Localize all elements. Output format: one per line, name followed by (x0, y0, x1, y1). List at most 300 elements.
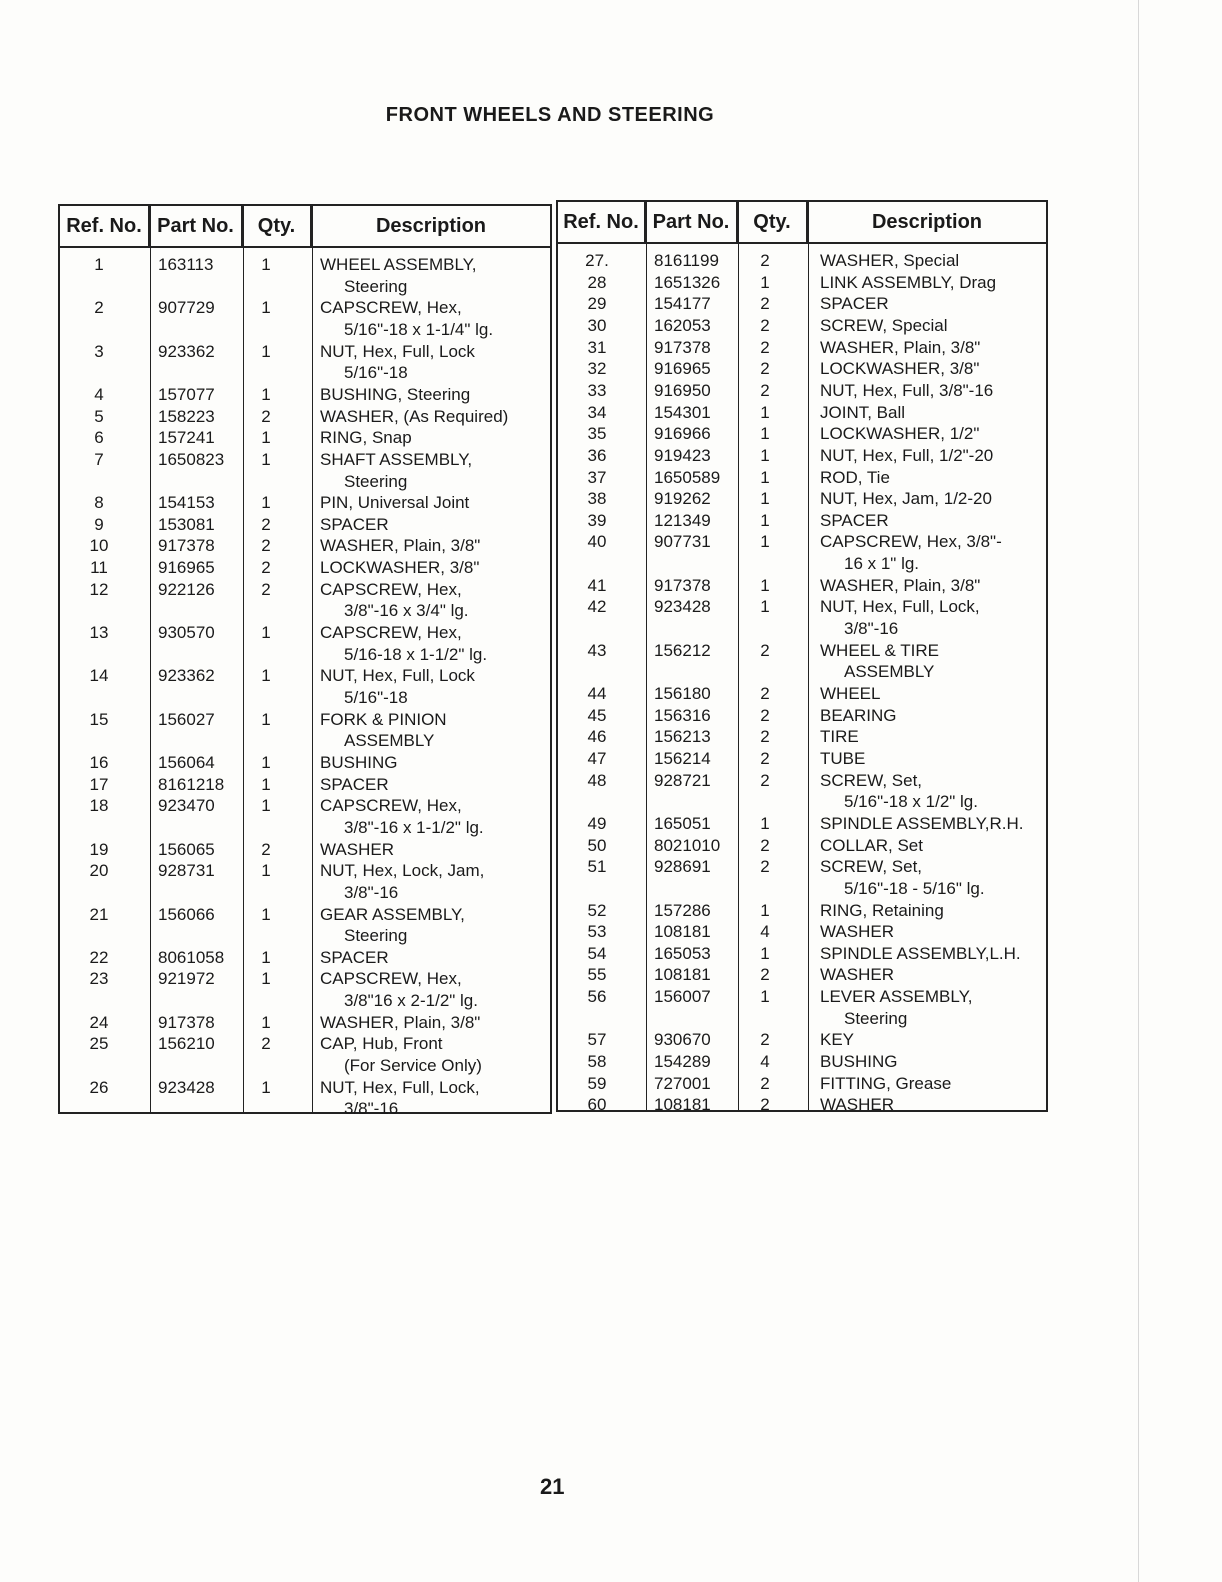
description-cell: NUT, Hex, Jam, 1/2-20 (820, 489, 992, 509)
part-no-cell: 154177 (654, 294, 711, 314)
ref-no-cell: 43 (587, 640, 607, 660)
description-cell: 5/16"-18 x 1/2" lg. (844, 792, 978, 812)
ref-no-cell: 44 (587, 684, 607, 703)
description-cell: SCREW, Set, (820, 857, 923, 877)
qty-cell: 2 (760, 1073, 770, 1093)
table-row (558, 661, 1046, 683)
qty-cell: 1 (261, 493, 271, 513)
table-row (60, 276, 550, 298)
part-no-cell: 917378 (158, 536, 215, 556)
qty-cell: 1 (261, 298, 271, 318)
ref-no-cell: 60 (587, 1095, 607, 1115)
qty-cell: 2 (261, 558, 271, 578)
qty-cell: 1 (261, 904, 271, 924)
description-cell: SPACER (820, 510, 889, 530)
table-row (60, 947, 550, 969)
description-cell: WHEEL (820, 684, 881, 703)
table-row (60, 557, 550, 579)
qty-cell: 1 (760, 575, 770, 595)
part-no-cell: 907731 (654, 532, 711, 552)
qty-cell: 1 (261, 861, 271, 881)
table-row (60, 406, 550, 428)
ref-no-cell: 2 (94, 298, 104, 318)
part-no-cell: 8161218 (158, 774, 225, 794)
ref-no-cell: 55 (587, 965, 607, 985)
table-row (558, 596, 1046, 618)
ref-no-cell: 38 (587, 489, 607, 509)
part-no-cell: 156214 (654, 748, 711, 768)
part-no-cell: 156210 (158, 1034, 215, 1054)
table-row (60, 839, 550, 861)
description-cell: BUSHING (820, 1052, 898, 1072)
header-description: Description (871, 210, 983, 233)
description-cell: 5/16"-18 (344, 688, 408, 707)
part-no-cell: 157286 (654, 900, 711, 920)
part-no-cell: 930570 (158, 623, 215, 643)
table-row (558, 315, 1046, 337)
description-cell: NUT, Hex, Full, 1/2"-20 (820, 445, 994, 465)
header-ref-no: Ref. No. (558, 202, 646, 242)
table-row (558, 467, 1046, 489)
qty-cell: 1 (261, 666, 271, 686)
qty-cell: 2 (760, 1030, 770, 1050)
ref-no-cell: 32 (587, 359, 607, 379)
header-qty: Qty. (243, 206, 312, 246)
description-cell: CAP, Hub, Front (320, 1034, 443, 1054)
description-cell: 3/8"-16 (844, 619, 899, 639)
ref-no-cell: 3 (94, 341, 104, 361)
description-cell: WASHER, Plain, 3/8" (820, 575, 981, 595)
part-no-cell: 156066 (158, 904, 215, 924)
description-cell: GEAR ASSEMBLY, (320, 904, 465, 924)
qty-cell: 2 (760, 640, 770, 660)
ref-no-cell: 8 (94, 493, 104, 513)
description-cell: SPACER (320, 774, 389, 794)
ref-no-cell: 31 (587, 337, 607, 357)
table-row (60, 665, 550, 687)
ref-no-cell: 5 (94, 406, 104, 426)
qty-cell: 1 (261, 752, 271, 772)
parts-table-left (58, 204, 552, 1119)
qty-cell: 1 (760, 424, 770, 444)
part-no-cell: 922126 (158, 579, 215, 599)
table-row (558, 510, 1046, 532)
ref-no-cell: 28 (587, 272, 607, 292)
qty-cell: 1 (760, 900, 770, 920)
qty-cell: 2 (760, 315, 770, 335)
part-no-cell: 928691 (654, 857, 711, 877)
part-no-cell: 8021010 (654, 835, 721, 855)
parts-table-right (556, 200, 1048, 1115)
table-row (558, 1094, 1046, 1116)
ref-no-cell: 49 (587, 813, 607, 833)
qty-cell: 1 (261, 428, 271, 448)
description-cell: COLLAR, Set (820, 835, 923, 855)
qty-cell: 2 (760, 380, 770, 400)
table-row (60, 579, 550, 601)
description-cell: NUT, Hex, Full, Lock, (820, 597, 980, 617)
ref-no-cell: 20 (89, 861, 109, 881)
description-cell: BUSHING (320, 752, 398, 772)
qty-cell: 2 (760, 835, 770, 855)
table-row (60, 254, 550, 276)
part-no-cell: 156064 (158, 752, 215, 772)
table-row (60, 319, 550, 341)
part-no-cell: 108181 (654, 965, 711, 985)
table-row (558, 835, 1046, 857)
description-cell: Steering (344, 471, 408, 491)
qty-cell: 1 (261, 796, 271, 816)
ref-no-cell: 15 (89, 709, 109, 729)
ref-no-cell: 21 (89, 904, 109, 924)
description-cell: 5/16"-18 (344, 363, 408, 383)
ref-no-cell: 9 (94, 514, 104, 534)
qty-cell: 2 (760, 770, 770, 790)
table-row (60, 709, 550, 731)
table-row (60, 1077, 550, 1099)
part-no-cell: 165053 (654, 943, 711, 963)
header-part-no: Part No. (150, 206, 243, 246)
header-ref-no: Ref. No. (60, 206, 150, 246)
qty-cell: 1 (261, 449, 271, 469)
description-cell: ASSEMBLY (344, 731, 435, 751)
ref-no-cell: 37 (587, 467, 607, 487)
ref-no-cell: 35 (587, 424, 607, 444)
table-row (60, 925, 550, 947)
table-row (558, 337, 1046, 359)
part-no-cell: 917378 (158, 1012, 215, 1032)
description-cell: ASSEMBLY (844, 662, 935, 682)
table-row (558, 1029, 1046, 1051)
ref-no-cell: 25 (89, 1034, 109, 1054)
ref-no-cell: 50 (587, 835, 607, 855)
table-row (558, 878, 1046, 900)
description-cell: CAPSCREW, Hex, (320, 796, 462, 816)
part-no-cell: 156007 (654, 987, 711, 1007)
description-cell: ROD, Tie (820, 467, 890, 487)
description-cell: Steering (844, 1008, 908, 1028)
table-row (60, 384, 550, 406)
description-cell: Steering (344, 276, 408, 296)
ref-no-cell: 52 (587, 900, 607, 920)
part-no-cell: 8161199 (654, 251, 719, 270)
part-no-cell: 156180 (654, 684, 711, 703)
part-no-cell: 8061058 (158, 947, 225, 967)
table-row (558, 445, 1046, 467)
ref-no-cell: 26 (89, 1077, 109, 1097)
qty-cell: 1 (261, 255, 271, 274)
part-no-cell: 156065 (158, 839, 215, 859)
page-edge-rule (1138, 0, 1222, 1582)
qty-cell: 4 (760, 922, 770, 942)
description-cell: SPACER (320, 514, 389, 534)
part-no-cell: 923362 (158, 666, 215, 686)
page-title: FRONT WHEELS AND STEERING (385, 104, 715, 126)
qty-cell: 2 (760, 748, 770, 768)
description-cell: NUT, Hex, Full, 3/8"-16 (820, 380, 994, 400)
ref-no-cell: 11 (90, 558, 108, 578)
table-row (558, 791, 1046, 813)
part-no-cell: 156213 (654, 727, 711, 747)
table-row (60, 600, 550, 622)
table-row (558, 358, 1046, 380)
ref-no-cell: 59 (587, 1073, 607, 1093)
part-no-cell: 916965 (654, 359, 711, 379)
ref-no-cell: 34 (587, 402, 607, 422)
qty-cell: 1 (261, 1012, 271, 1032)
description-cell: FORK & PINION (320, 709, 447, 729)
part-no-cell: 928721 (654, 770, 711, 790)
part-no-cell: 930670 (654, 1030, 711, 1050)
part-no-cell: 156212 (654, 640, 711, 660)
table-row (60, 752, 550, 774)
qty-cell: 2 (760, 684, 770, 703)
description-cell: BUSHING, Steering (320, 384, 471, 404)
description-cell: WASHER, Plain, 3/8" (320, 1012, 481, 1032)
table-row (60, 968, 550, 990)
ref-no-cell: 16 (89, 752, 109, 772)
part-no-cell: 154301 (654, 402, 711, 422)
table-row (558, 293, 1046, 315)
description-cell: PIN, Universal Joint (320, 493, 470, 513)
table-row (558, 1008, 1046, 1030)
part-no-cell: 727001 (654, 1073, 711, 1093)
table-row (558, 986, 1046, 1008)
qty-cell: 4 (760, 1052, 770, 1072)
table-row (558, 964, 1046, 986)
ref-no-cell: 29 (587, 294, 607, 314)
ref-no-cell: 19 (89, 839, 109, 859)
description-cell: 3/8"-16 x 1-1/2" lg. (344, 817, 484, 837)
ref-no-cell: 51 (587, 857, 607, 877)
table-row (60, 297, 550, 319)
table-row (558, 575, 1046, 597)
table-row (60, 860, 550, 882)
part-no-cell: 153081 (158, 514, 215, 534)
ref-no-cell: 53 (587, 922, 607, 942)
qty-cell: 1 (261, 709, 271, 729)
ref-no-cell: 17 (89, 774, 109, 794)
description-cell: BEARING (820, 705, 897, 725)
table-row (558, 726, 1046, 748)
ref-no-cell: 4 (94, 384, 104, 404)
description-cell: NUT, Hex, Full, Lock (320, 666, 475, 686)
part-no-cell: 156316 (654, 705, 711, 725)
description-cell: Steering (344, 926, 408, 946)
qty-cell: 2 (760, 727, 770, 747)
table-row (558, 813, 1046, 835)
description-cell: WASHER, Plain, 3/8" (320, 536, 481, 556)
description-cell: KEY (820, 1030, 855, 1050)
qty-cell: 1 (261, 1077, 271, 1097)
table-row (60, 774, 550, 796)
part-no-cell: 1650589 (654, 467, 721, 487)
qty-cell: 1 (760, 489, 770, 509)
table-row (558, 705, 1046, 727)
description-cell: WASHER (820, 922, 894, 942)
qty-cell: 2 (760, 1095, 770, 1115)
description-cell: 5/16"-18 x 1-1/4" lg. (344, 319, 494, 339)
table-row (60, 687, 550, 709)
part-no-cell: 163113 (158, 255, 214, 274)
description-cell: NUT, Hex, Lock, Jam, (320, 861, 485, 881)
description-cell: CAPSCREW, Hex, (320, 623, 462, 643)
table-row (558, 856, 1046, 878)
description-cell: LEVER ASSEMBLY, (820, 987, 973, 1007)
table-row (60, 362, 550, 384)
part-no-cell: 923428 (158, 1077, 215, 1097)
description-cell: NUT, Hex, Full, Lock (320, 341, 475, 361)
description-cell: TIRE (820, 727, 859, 747)
table-row (60, 514, 550, 536)
description-cell: 16 x 1" lg. (844, 554, 920, 574)
description-cell: 3/8"16 x 2-1/2" lg. (344, 991, 478, 1011)
description-cell: WASHER, Special (820, 251, 960, 270)
description-cell: LOCKWASHER, 3/8" (320, 558, 480, 578)
qty-cell: 1 (261, 623, 271, 643)
part-no-cell: 162053 (654, 315, 711, 335)
header-description: Description (375, 214, 487, 237)
description-cell: LOCKWASHER, 3/8" (820, 359, 980, 379)
part-no-cell: 928731 (158, 861, 215, 881)
ref-no-cell: 42 (587, 597, 607, 617)
page-number: 21 (540, 1474, 565, 1499)
description-cell: FITTING, Grease (820, 1073, 952, 1093)
table-row (558, 900, 1046, 922)
description-cell: TUBE (820, 748, 866, 768)
part-no-cell: 1651326 (654, 272, 721, 292)
table-row (60, 427, 550, 449)
ref-no-cell: 18 (89, 796, 109, 816)
description-cell: CAPSCREW, Hex, 3/8"- (820, 532, 1002, 552)
qty-cell: 2 (261, 579, 271, 599)
qty-cell: 1 (261, 341, 271, 361)
table-row (60, 1033, 550, 1055)
description-cell: WASHER, (As Required) (320, 406, 509, 426)
ref-no-cell: 23 (89, 969, 109, 989)
qty-cell: 2 (261, 406, 271, 426)
table-row (558, 402, 1046, 424)
description-cell: JOINT, Ball (820, 402, 906, 422)
table-row (558, 618, 1046, 640)
qty-cell: 1 (261, 384, 271, 404)
table-header (60, 206, 550, 248)
table-row (558, 250, 1046, 272)
qty-cell: 2 (760, 705, 770, 725)
table-row (60, 622, 550, 644)
description-cell: LINK ASSEMBLY, Drag (820, 272, 997, 292)
description-cell: SPINDLE ASSEMBLY,L.H. (820, 943, 1021, 963)
part-no-cell: 154153 (158, 493, 215, 513)
part-no-cell: 919423 (654, 445, 711, 465)
description-cell: WASHER, Plain, 3/8" (820, 337, 981, 357)
table-row (60, 1012, 550, 1034)
description-cell: 3/8"-16 x 3/4" lg. (344, 601, 469, 621)
qty-cell: 1 (760, 445, 770, 465)
qty-cell: 1 (760, 532, 770, 552)
qty-cell: 1 (760, 467, 770, 487)
part-no-cell: 157241 (158, 428, 215, 448)
description-cell: SCREW, Set, (820, 770, 923, 790)
description-cell: (For Service Only) (344, 1056, 482, 1076)
ref-no-cell: 36 (587, 445, 607, 465)
ref-no-cell: 33 (587, 380, 607, 400)
qty-cell: 1 (261, 774, 271, 794)
table-row (558, 1051, 1046, 1073)
part-no-cell: 923362 (158, 341, 215, 361)
ref-no-cell: 14 (89, 666, 109, 686)
qty-cell: 2 (261, 839, 271, 859)
description-cell: WASHER (820, 965, 894, 985)
qty-cell: 2 (760, 251, 770, 270)
ref-no-cell: 54 (587, 943, 607, 963)
qty-cell: 1 (261, 969, 271, 989)
table-row (60, 449, 550, 471)
description-cell: SPINDLE ASSEMBLY,R.H. (820, 813, 1024, 833)
description-cell: 5/16"-18 - 5/16" lg. (844, 878, 985, 898)
part-no-cell: 165051 (654, 813, 711, 833)
table-header (558, 202, 1046, 244)
table-row (60, 1098, 550, 1120)
table-row (60, 795, 550, 817)
part-no-cell: 921972 (158, 969, 215, 989)
part-no-cell: 158223 (158, 406, 215, 426)
description-cell: 3/8"-16 (344, 882, 399, 902)
ref-no-cell: 40 (587, 532, 607, 552)
ref-no-cell: 58 (587, 1052, 607, 1072)
part-no-cell: 916950 (654, 380, 711, 400)
description-cell: CAPSCREW, Hex, (320, 579, 462, 599)
description-cell: WHEEL ASSEMBLY, (320, 255, 477, 274)
part-no-cell: 108181 (654, 1095, 711, 1115)
table-row (60, 904, 550, 926)
description-cell: NUT, Hex, Full, Lock, (320, 1077, 480, 1097)
part-no-cell: 1650823 (158, 449, 225, 469)
table-row (60, 644, 550, 666)
table-row (60, 341, 550, 363)
qty-cell: 2 (760, 359, 770, 379)
ref-no-cell: 13 (89, 623, 109, 643)
table-row (558, 488, 1046, 510)
description-cell: WHEEL & TIRE (820, 640, 940, 660)
part-no-cell: 917378 (654, 337, 711, 357)
part-no-cell: 156027 (158, 709, 215, 729)
qty-cell: 1 (760, 813, 770, 833)
qty-cell: 2 (760, 965, 770, 985)
description-cell: WASHER (820, 1095, 894, 1115)
ref-no-cell: 6 (94, 428, 104, 448)
ref-no-cell: 22 (89, 947, 109, 967)
part-no-cell: 919262 (654, 489, 711, 509)
description-cell: LOCKWASHER, 1/2" (820, 424, 980, 444)
ref-no-cell: 47 (587, 748, 607, 768)
description-cell: 3/8"-16 (344, 1099, 399, 1119)
qty-cell: 2 (760, 857, 770, 877)
qty-cell: 1 (760, 510, 770, 530)
part-no-cell: 121349 (654, 510, 711, 530)
ref-no-cell: 41 (587, 575, 607, 595)
table-row (558, 1073, 1046, 1095)
qty-cell: 2 (261, 536, 271, 556)
table-row (558, 640, 1046, 662)
qty-cell: 2 (261, 1034, 271, 1054)
table-row (558, 272, 1046, 294)
ref-no-cell: 1 (94, 255, 104, 274)
ref-no-cell: 7 (94, 449, 104, 469)
ref-no-cell: 46 (587, 727, 607, 747)
part-no-cell: 916966 (654, 424, 711, 444)
qty-cell: 1 (760, 987, 770, 1007)
